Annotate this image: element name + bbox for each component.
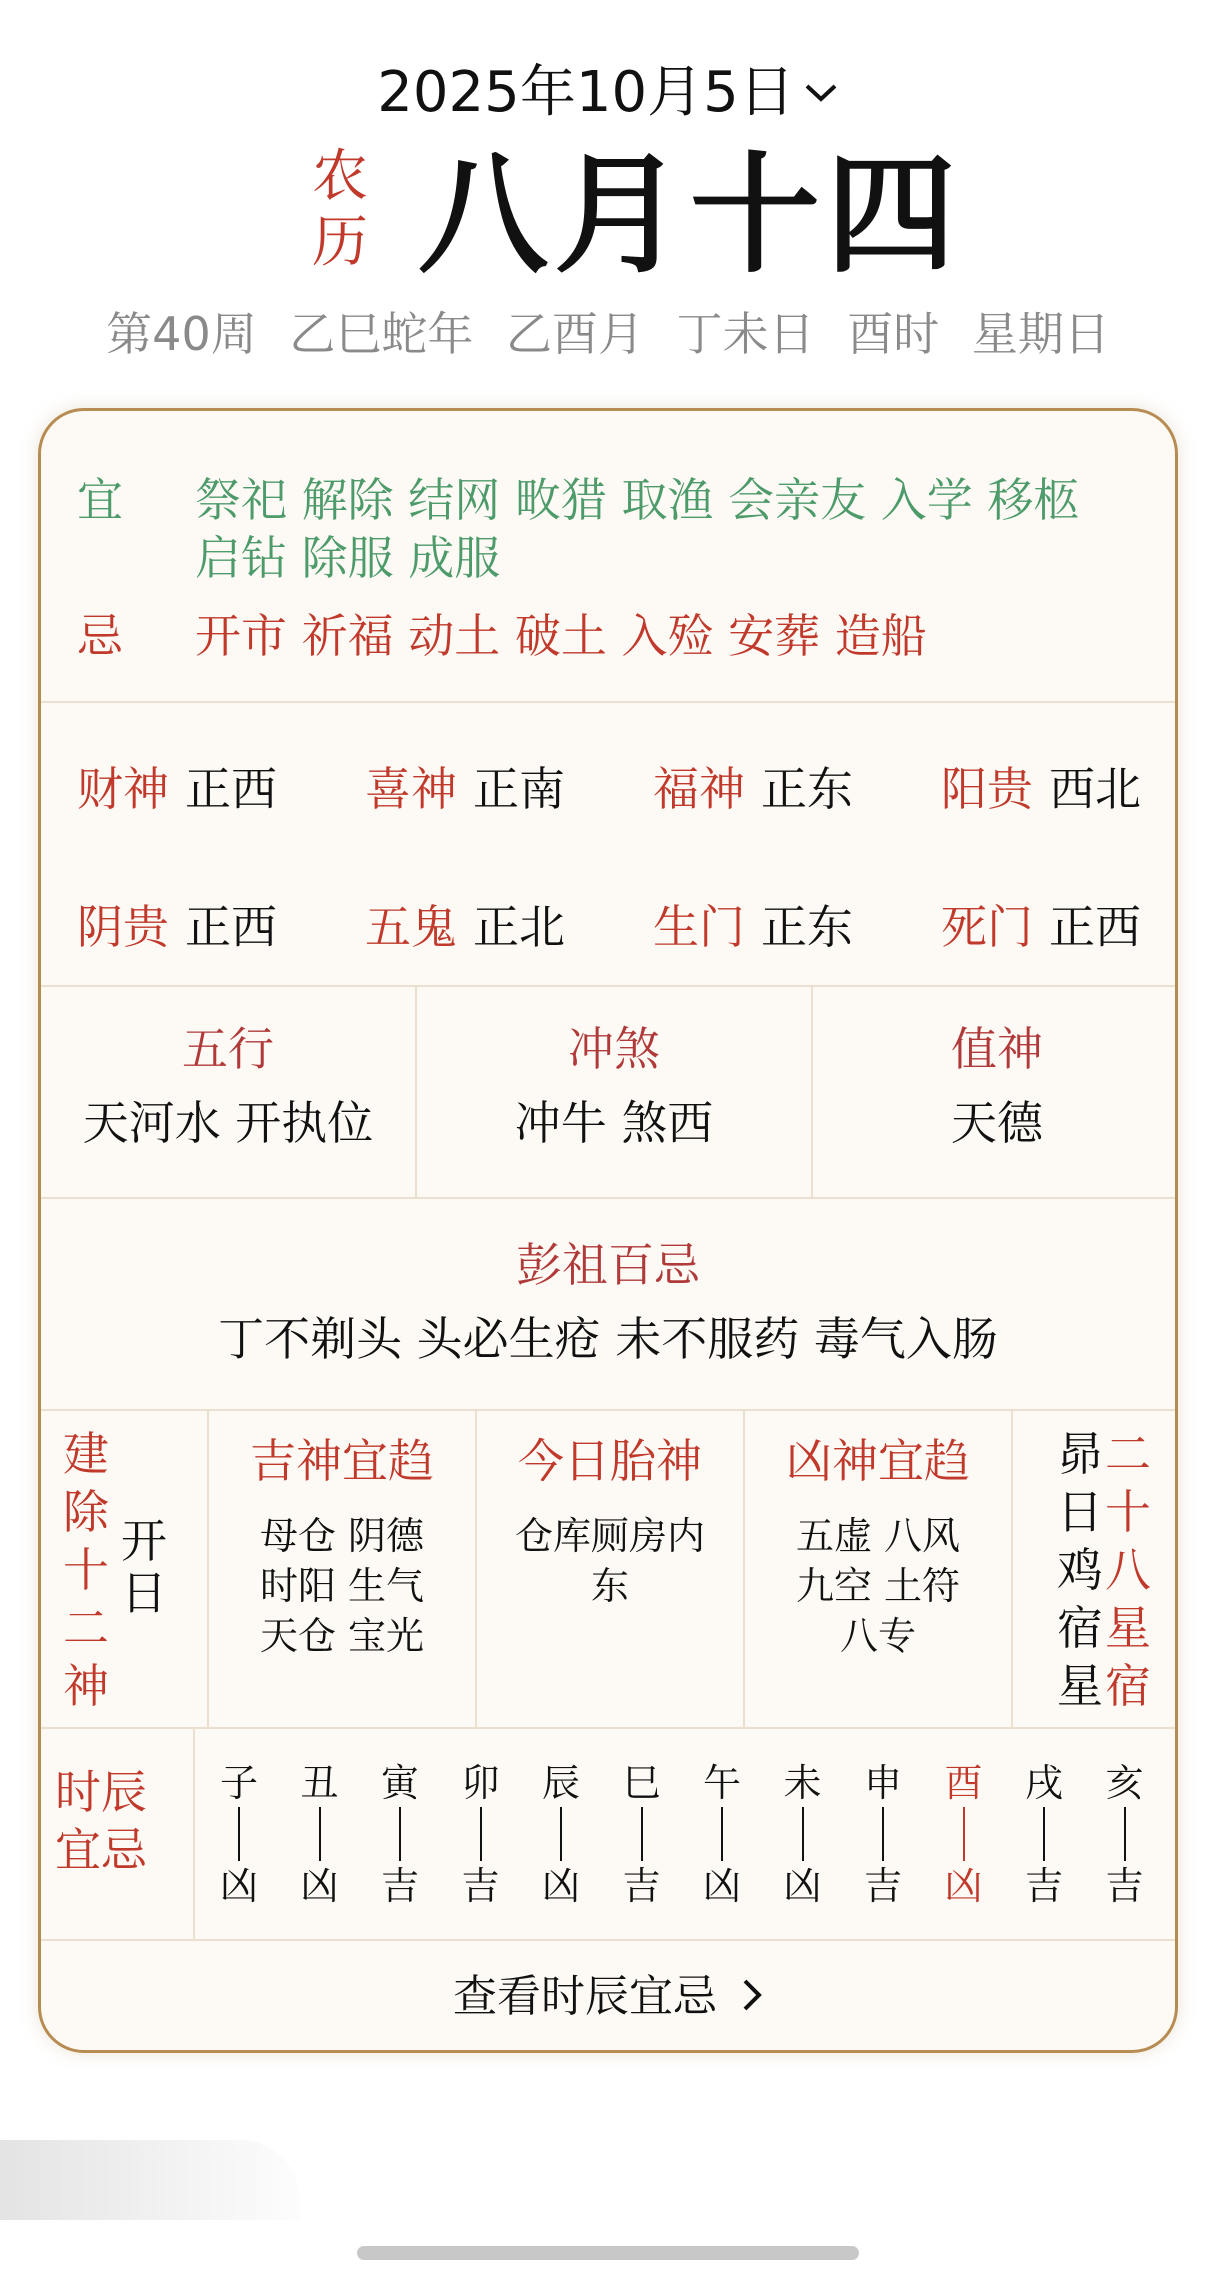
almanac-card [38,408,1178,2053]
hour-branch: 卯 [461,1761,500,1805]
ji-label: 忌 [77,609,123,663]
hour-connector [1124,1807,1126,1861]
hour-connector [721,1807,723,1861]
chevron-down-icon[interactable] [803,80,839,104]
hour-branch: 未 [783,1761,822,1805]
wuxing-section [41,987,1175,1199]
hours-label: 时辰 宜忌 [55,1765,147,1877]
hour-result: 吉 [1024,1864,1063,1908]
god-item: 阳贵 西北 [941,762,1141,816]
hour-item [612,1761,672,1911]
hour-branch: 午 [702,1761,741,1805]
direction-gods-section [41,703,1175,987]
god-item: 财神 正西 [77,762,277,816]
lunar-date-block [0,140,1216,290]
hour-branch: 寅 [380,1761,419,1805]
solar-date[interactable]: 2025年10月5日 [377,60,795,125]
zhishen-cell: 值神 天德 [951,1022,1043,1150]
hour-branch: 申 [863,1761,902,1805]
hour-connector [319,1807,321,1861]
hour-branch: 戌 [1024,1761,1063,1805]
date-selector[interactable] [0,58,1216,128]
hour-result: 凶 [541,1864,580,1908]
view-hours-button[interactable] [41,1941,1175,2053]
pengzu-section [41,1199,1175,1411]
hour-item [934,1761,994,1911]
hour-result: 吉 [1105,1864,1144,1908]
ji-text: 开市 祈福 动土 破土 入殓 安葬 造船 [195,609,927,663]
chongsha-cell: 冲煞 冲牛 煞西 [514,1022,714,1150]
divider [193,1729,195,1941]
hour-item [209,1761,269,1911]
pengzu-title: 彭祖百忌 [516,1238,700,1292]
hour-branch: 丑 [300,1761,339,1805]
yi-label: 宜 [77,473,123,527]
hour-connector [238,1807,240,1861]
pengzu-text: 丁不剃头 头必生疮 未不服药 毒气入肠 [218,1312,998,1366]
hour-branch: 子 [219,1761,258,1805]
taishen-cell: 今日胎神 仓库厕房内 东 [514,1434,705,1608]
hour-result: 吉 [461,1864,500,1908]
god-item: 五鬼 正北 [365,900,565,954]
hour-item [853,1761,913,1911]
hour-connector [802,1807,804,1861]
hour-item [773,1761,833,1911]
hour-connector [560,1807,562,1861]
jishen-cell: 吉神宜趋 母仓 阴德 时阳 生气 天仓 宝光 [250,1434,434,1658]
date-header [0,0,1216,400]
decorative-mist [0,2140,300,2220]
lunar-date: 八月十四 [418,139,963,291]
hour-result: 凶 [300,1864,339,1908]
date-sub-info: 第40周 乙巳蛇年 乙酉月 丁未日 酉时 星期日 [106,307,1110,361]
god-item: 死门 正西 [941,900,1141,954]
god-item: 阴贵 正西 [77,900,277,954]
yi-row [77,471,1157,591]
god-item: 生门 正东 [653,900,853,954]
hours-section [41,1729,1175,1941]
hour-branch: 巳 [622,1761,661,1805]
ji-row [77,607,1157,667]
yi-text: 祭祀 解除 结网 畋猎 取渔 会亲友 入学 移柩 启钻 除服 成服 [195,473,1080,585]
hour-item [692,1761,752,1911]
wuxing-cell: 五行 天河水 开执位 [82,1022,374,1150]
hour-result: 凶 [219,1864,258,1908]
hour-item [451,1761,511,1911]
shen-section [41,1411,1175,1729]
chevron-right-icon[interactable] [741,1977,763,2013]
hour-connector [480,1807,482,1861]
hour-branch: 辰 [541,1761,580,1805]
god-item: 喜神 正南 [365,762,565,816]
hour-connector [1043,1807,1045,1861]
xiongshen-cell: 凶神宜趋 五虚 八风 九空 土符 八专 [786,1434,970,1658]
hour-connector [399,1807,401,1861]
hour-item [1095,1761,1155,1911]
xiu-label: 二 十 八 星 宿 [1105,1427,1151,1713]
hour-item [1014,1761,1074,1911]
god-item: 福神 正东 [653,762,853,816]
hour-result: 吉 [380,1864,419,1908]
hour-branch: 酉 [944,1761,983,1805]
hour-result: 凶 [702,1864,741,1908]
jianchu-value: 开 日 [121,1514,167,1620]
hour-branch: 亥 [1105,1761,1144,1805]
hour-item [370,1761,430,1911]
yiji-section [41,411,1175,703]
hour-connector [963,1807,965,1861]
hour-result: 吉 [622,1864,661,1908]
hour-item [290,1761,350,1911]
home-indicator[interactable] [357,2246,859,2260]
hour-result: 吉 [863,1864,902,1908]
hour-connector [641,1807,643,1861]
hour-result: 凶 [783,1864,822,1908]
hour-item [531,1761,591,1911]
xiu-value: 昴 日 鸡 宿 星 [1057,1427,1103,1713]
hour-result: 凶 [944,1864,983,1908]
jianchu-label: 建 除 十 二 神 [63,1427,109,1713]
nongli-label: 农 历 [312,144,368,275]
view-hours-label[interactable]: 查看时辰宜忌 [453,1971,717,2022]
hour-connector [882,1807,884,1861]
divider [1011,1411,1013,1729]
